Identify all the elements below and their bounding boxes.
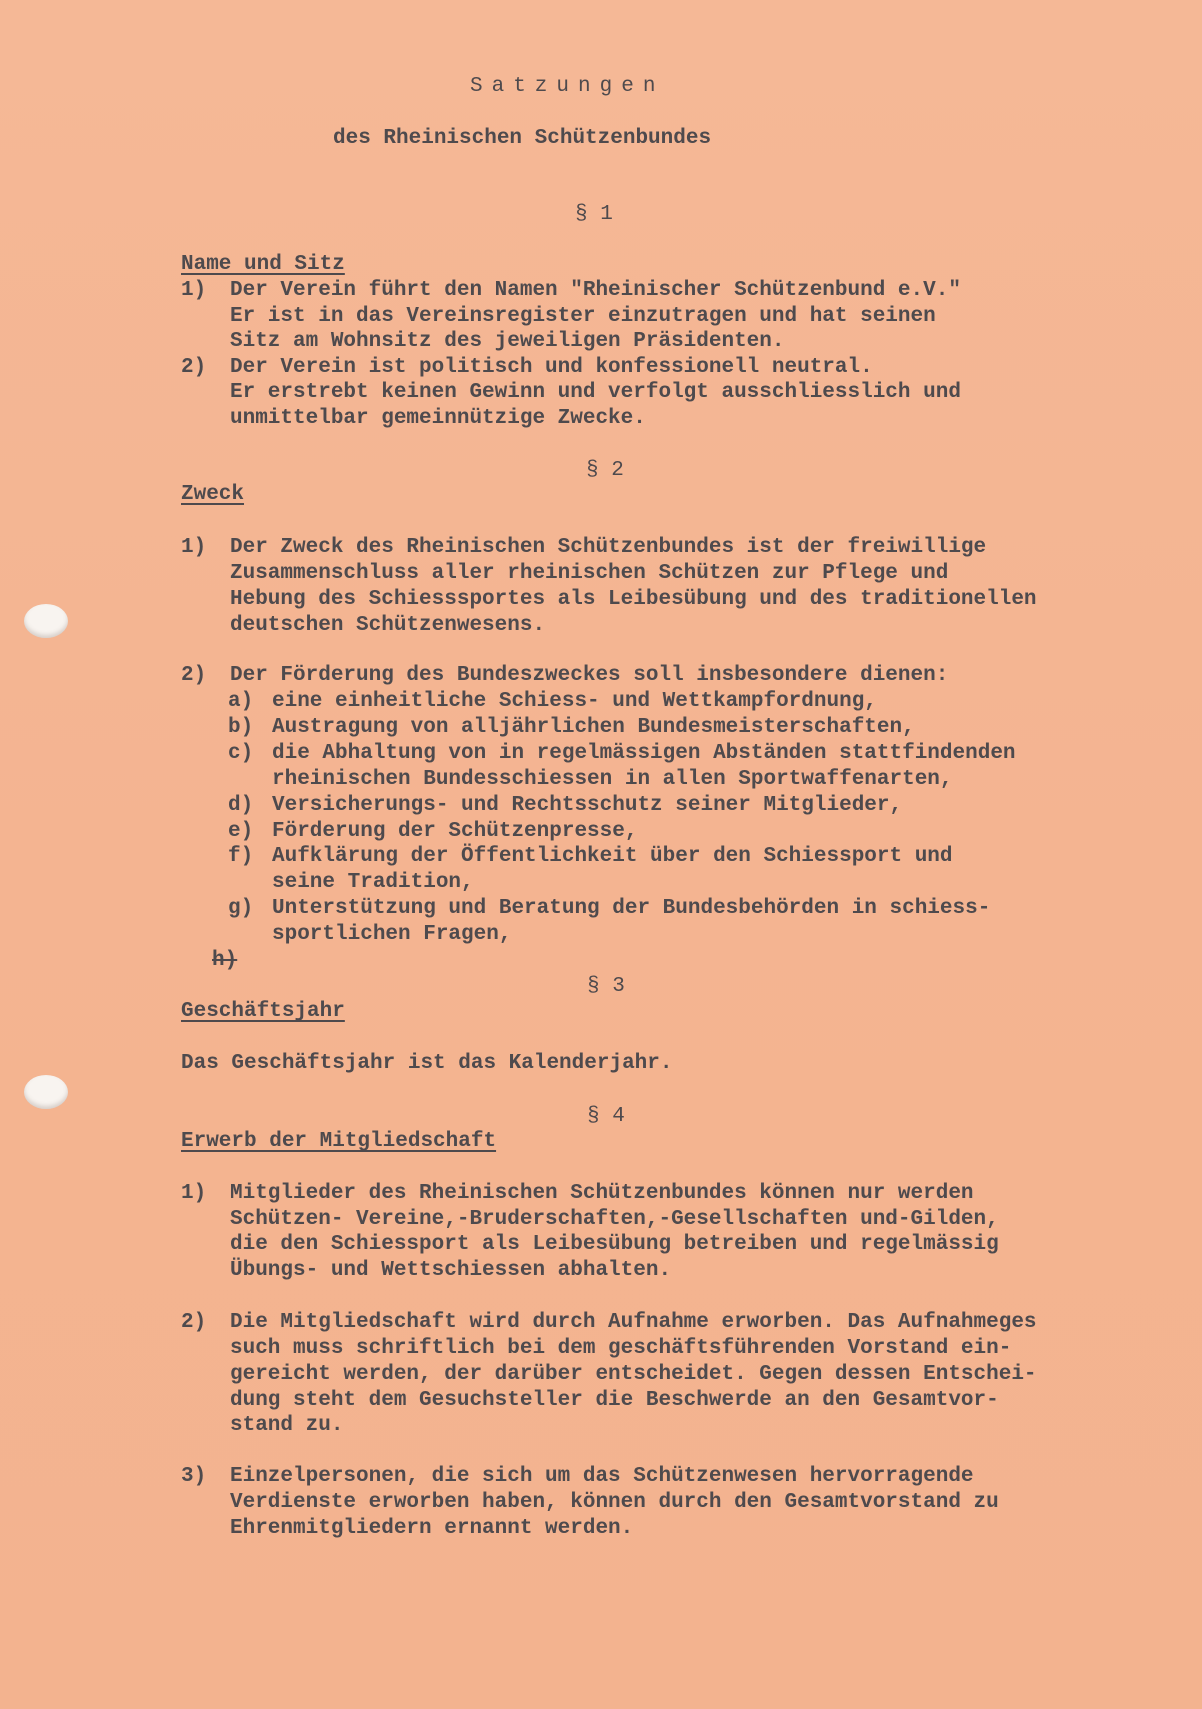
subitem-label: a) (228, 690, 254, 713)
section-mark: § 4 (587, 1105, 625, 1128)
item-line: Der Förderung des Bundeszweckes soll insbesondere dienen: (230, 664, 949, 687)
subitem-line: eine einheitliche Schiess- und Wettkampfordnung, (272, 690, 877, 713)
subitem-label: c) (228, 742, 254, 765)
item-line: Zusammenschluss aller rheinischen Schützen zur Pflege und (230, 562, 949, 585)
subitem-line: die Abhaltung von in regelmässigen Abständen stattfindenden (272, 742, 1016, 765)
subitem-label: f) (228, 845, 254, 868)
subitem-line: seine Tradition, (272, 871, 474, 894)
item-label: 1) (181, 1182, 207, 1205)
item-label: 2) (181, 664, 207, 687)
item-label: 1) (181, 536, 207, 559)
item-line: Schützen- Vereine,-Bruderschaften,-Gesellschaften und-Gilden, (230, 1208, 999, 1231)
item-line: stand zu. (230, 1414, 344, 1437)
item-line: Er erstrebt keinen Gewinn und verfolgt ausschliesslich und (230, 381, 961, 404)
document-title: Satzungen (470, 75, 665, 98)
item-line: such muss schriftlich bei dem geschäftsführenden Vorstand ein- (230, 1337, 1012, 1360)
subitem-line: sportlichen Fragen, (272, 923, 512, 946)
subitem-label: e) (228, 820, 254, 843)
section-heading: Geschäftsjahr (181, 1000, 345, 1023)
section-heading: Name und Sitz (181, 253, 345, 276)
item-line: deutschen Schützenwesens. (230, 614, 546, 637)
subitem-line: Austragung von alljährlichen Bundesmeisterschaften, (272, 716, 915, 739)
item-line: Der Verein führt den Namen "Rheinischer Schützenbund e.V." (230, 279, 961, 302)
item-line: Er ist in das Vereinsregister einzutragen und hat seinen (230, 305, 936, 328)
item-line: Der Zweck des Rheinischen Schützenbundes ist der freiwillige (230, 536, 987, 559)
item-line: dung steht dem Gesuchsteller die Beschwerde an den Gesamtvor- (230, 1389, 999, 1412)
subitem-label: b) (228, 716, 254, 739)
item-label: 3) (181, 1465, 207, 1488)
subitem-label: d) (228, 794, 254, 817)
item-line: Verdienste erworben haben, können durch den Gesamtvorstand zu (230, 1491, 999, 1514)
subitem-line: Versicherungs- und Rechtsschutz seiner Mitglieder, (272, 794, 903, 817)
subitem-label: g) (228, 897, 254, 920)
subitem-line: Aufklärung der Öffentlichkeit über den Schiessport und (272, 845, 953, 868)
section-heading: Zweck (181, 483, 245, 506)
item-line: Hebung des Schiesssportes als Leibesübung und des traditionellen (230, 588, 1037, 611)
item-label: 2) (181, 356, 207, 379)
item-label: 1) (181, 279, 207, 302)
subitem-line: rheinischen Bundesschiessen in allen Sportwaffenarten, (272, 768, 953, 791)
item-line: die den Schiessport als Leibesübung betreiben und regelmässig (230, 1233, 999, 1256)
item-line: unmittelbar gemeinnützige Zwecke. (230, 407, 646, 430)
section-mark: § 2 (586, 459, 624, 482)
punch-hole (24, 604, 68, 638)
section-mark: § 1 (575, 203, 613, 226)
document-subtitle: des Rheinischen Schützenbundes (333, 127, 712, 150)
punch-hole (24, 1075, 68, 1109)
section-text: Das Geschäftsjahr ist das Kalenderjahr. (181, 1052, 673, 1075)
section-mark: § 3 (587, 975, 625, 998)
item-line: Einzelpersonen, die sich um das Schützenwesen hervorragende (230, 1465, 974, 1488)
item-line: Übungs- und Wettschiessen abhalten. (230, 1259, 672, 1282)
subitem-line: Förderung der Schützenpresse, (272, 820, 638, 843)
item-line: Mitglieder des Rheinischen Schützenbundes können nur werden (230, 1182, 974, 1205)
item-line: gereicht werden, der darüber entscheidet. Gegen dessen Entschei- (230, 1363, 1037, 1386)
section-heading: Erwerb der Mitgliedschaft (181, 1130, 497, 1153)
item-line: Die Mitgliedschaft wird durch Aufnahme erworben. Das Aufnahmeges (230, 1311, 1037, 1334)
item-line: Ehrenmitgliedern ernannt werden. (230, 1517, 634, 1540)
item-line: Der Verein ist politisch und konfessionell neutral. (230, 356, 873, 379)
item-label: 2) (181, 1311, 207, 1334)
item-line: Sitz am Wohnsitz des jeweiligen Präsidenten. (230, 330, 785, 353)
subitem-line: Unterstützung und Beratung der Bundesbehörden in schiess- (272, 897, 991, 920)
struck-label: h) (212, 949, 238, 972)
